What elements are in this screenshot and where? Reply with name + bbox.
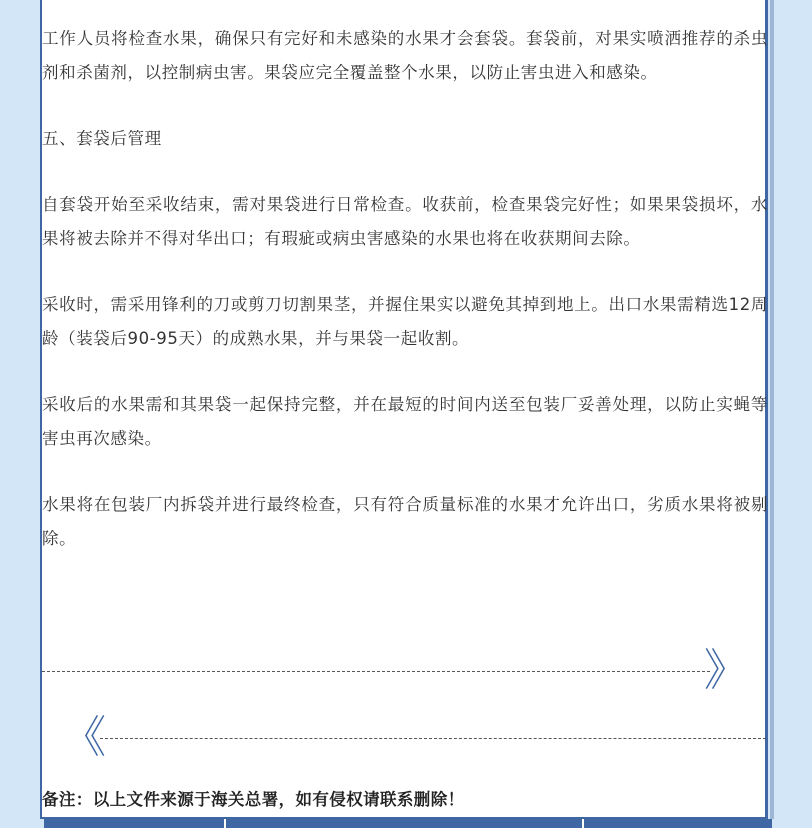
chevron-right-icon: 》 bbox=[704, 645, 748, 696]
chevron-left-icon: 《 bbox=[62, 712, 106, 763]
paragraph-daily-inspection: 自套袋开始至采收结束，需对果袋进行日常检查。收获前，检查果袋完好性；如果果袋损坏，水果将被去除并不得对华出口；有瑕疵或病虫害感染的水果也将在收获期间去除。 bbox=[42, 195, 768, 248]
card-shadow bbox=[770, 0, 774, 819]
source-note: 备注：以上文件来源于海关总署，如有侵权请联系删除！ bbox=[42, 790, 465, 809]
bottom-bar-divider bbox=[582, 819, 584, 828]
article-card bbox=[40, 0, 768, 819]
divider-line-bottom bbox=[100, 738, 766, 739]
section-heading-post-bagging: 五、套袋后管理 bbox=[42, 129, 162, 148]
divider-line-top bbox=[42, 671, 710, 672]
bottom-bar bbox=[44, 819, 772, 828]
paragraph-final-inspection: 水果将在包装厂内拆袋并进行最终检查，只有符合质量标准的水果才允许出口，劣质水果将被剔除。 bbox=[42, 495, 768, 548]
article-body bbox=[42, 22, 768, 556]
paragraph-bagging-inspection: 工作人员将检查水果，确保只有完好和未感染的水果才会套袋。套袋前，对果实喷洒推荐的杀虫剂和杀菌剂，以控制病虫害。果袋应完全覆盖整个水果，以防止害虫进入和感染。 bbox=[42, 29, 768, 82]
bottom-bar-divider bbox=[224, 819, 226, 828]
paragraph-harvesting: 采收时，需采用锋利的刀或剪刀切割果茎，并握住果实以避免其掉到地上。出口水果需精选12周龄（装袋后90-95天）的成熟水果，并与果袋一起收割。 bbox=[42, 295, 768, 348]
paragraph-post-harvest: 采收后的水果需和其果袋一起保持完整，并在最短的时间内送至包装厂妥善处理，以防止实蝇等害虫再次感染。 bbox=[42, 395, 768, 448]
